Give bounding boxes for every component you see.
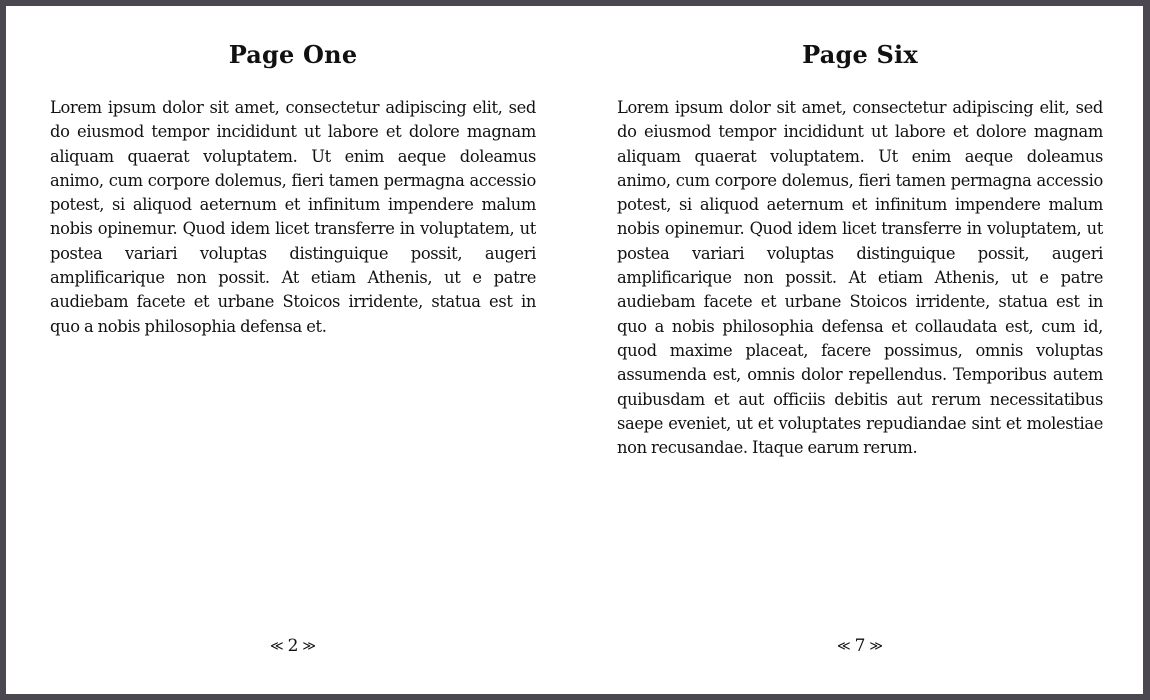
book-spread xyxy=(6,6,1143,694)
next-page-icon[interactable]: ≫ xyxy=(869,639,884,654)
page-footer xyxy=(617,636,1103,656)
left-page xyxy=(50,6,536,694)
page-body-text: Lorem ipsum dolor sit amet, consectetur adipiscing elit, sed do eiusmod tempor incididunt ut labore et dolore magnam aliquam quaerat voluptatem. Ut enim aeque doleamus animo, cum corpore dolemus, fieri tamen permagna accessio potest, si aliquod aeternum et infinitum impendere malum nobis opinemur. Quod idem licet transferre in voluptatem, ut postea variari voluptas distinguique possit, augeri amplificarique non possit. At etiam Athenis, ut e patre audiebam facete et urbane Stoicos irridente, statua est in quo a nobis philosophia defensa et. xyxy=(50,98,536,336)
page-number: 7 xyxy=(854,636,866,656)
page-number: 2 xyxy=(287,636,299,656)
right-page xyxy=(617,6,1103,694)
page-body-text: Lorem ipsum dolor sit amet, consectetur adipiscing elit, sed do eiusmod tempor incididunt ut labore et dolore magnam aliquam quaerat voluptatem. Ut enim aeque doleamus animo, cum corpore dolemus, fieri tamen permagna accessio potest, si aliquod aeternum et infinitum impendere malum nobis opinemur. Quod idem licet transferre in voluptatem, ut postea variari voluptas distinguique possit, augeri amplificarique non possit. At etiam Athenis, ut e patre audiebam facete et urbane Stoicos irridente, statua est in quo a nobis philosophia defensa et collaudata est, cum id, quod maxime placeat, facere possimus, omnis voluptas assumenda est, omnis dolor repellendus. Temporibus autem quibusdam et aut officiis debitis aut rerum necessitatibus saepe eveniet, ut et voluptates repudiandae sint et molestiae non recusandae. Itaque earum rerum. xyxy=(617,98,1103,458)
page-title: Page Six xyxy=(802,40,918,69)
page-title: Page One xyxy=(228,40,358,69)
page-footer xyxy=(50,636,536,656)
previous-page-icon[interactable]: ≪ xyxy=(836,639,851,654)
next-page-icon[interactable]: ≫ xyxy=(302,639,317,654)
previous-page-icon[interactable]: ≪ xyxy=(269,639,284,654)
